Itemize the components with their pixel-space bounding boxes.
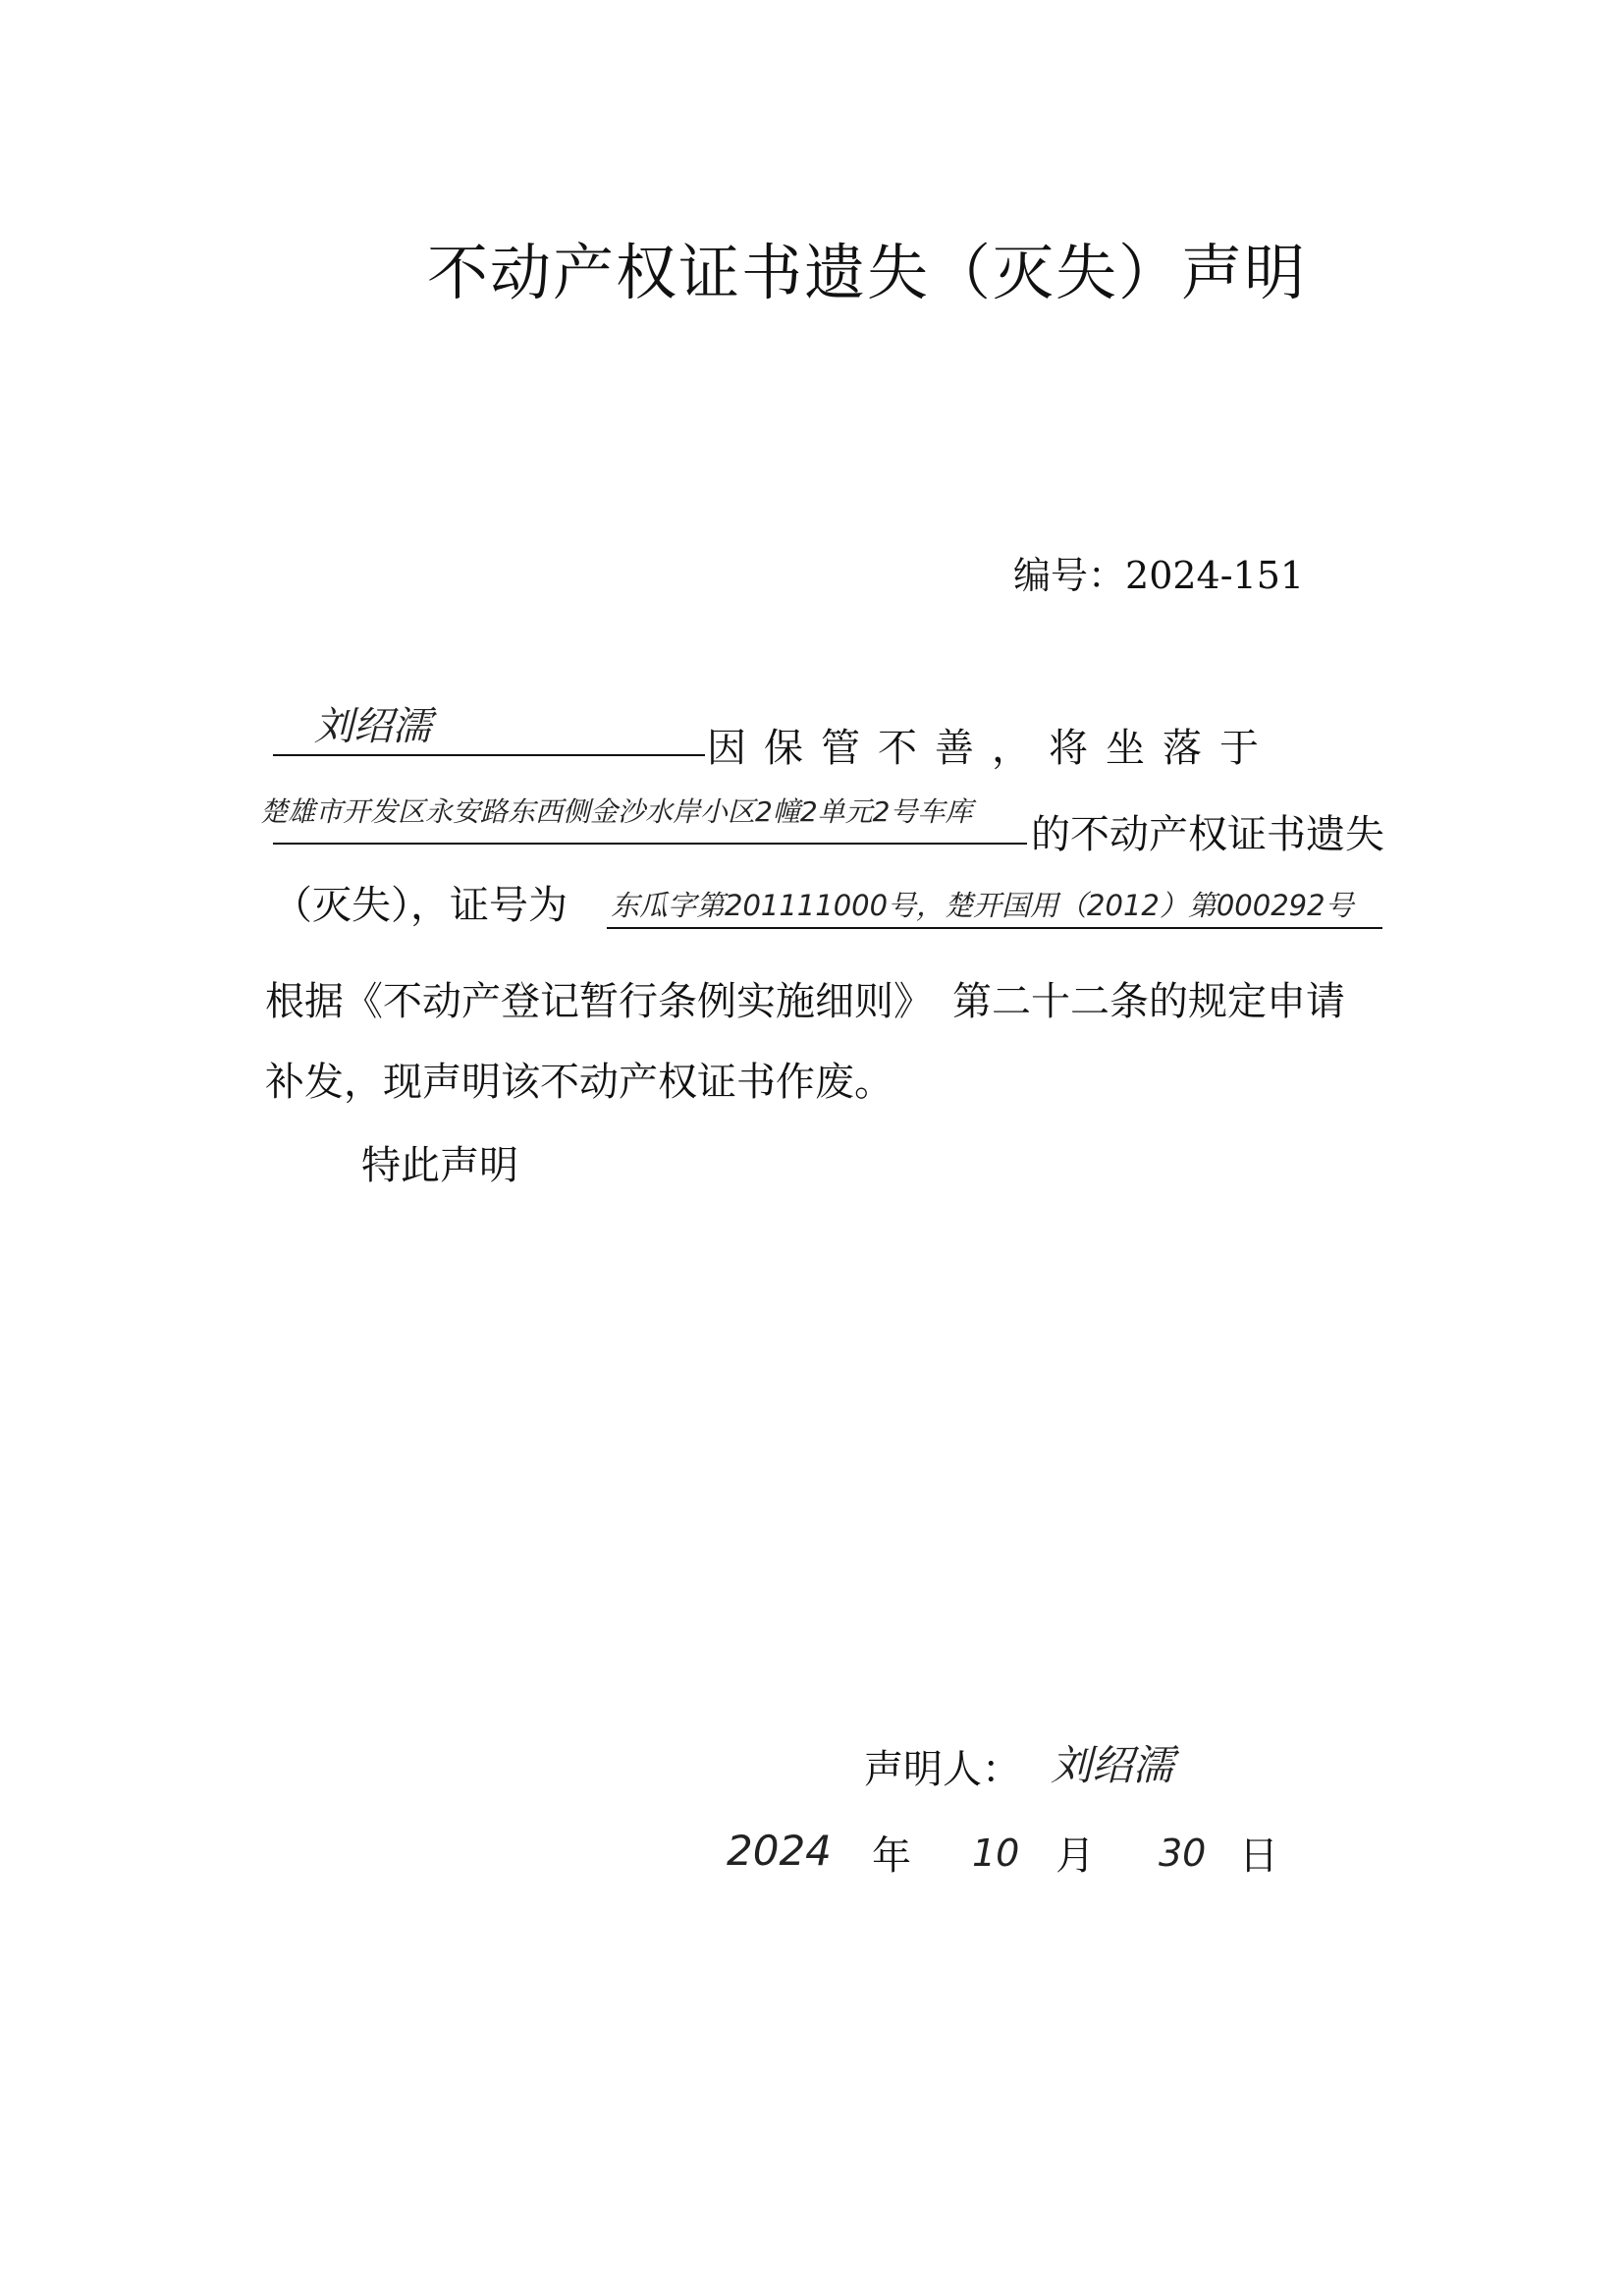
line2-text: 的不动产权证书遗失 bbox=[1031, 812, 1384, 857]
certificate-number-handwriting: 东瓜字第201111000号，楚开国用（2012）第000292号 bbox=[611, 889, 1354, 922]
date-day-handwriting: 30 bbox=[1159, 1831, 1207, 1875]
date-month-handwriting: 10 bbox=[972, 1831, 1020, 1875]
line3-prefix: （灭失），证号为 bbox=[273, 883, 568, 928]
certificate-underline bbox=[607, 927, 1382, 929]
address-handwriting: 楚雄市开发区永安路东西侧金沙水岸小区2幢2单元2号车库 bbox=[260, 795, 973, 828]
date-day-label: 日 bbox=[1239, 1833, 1278, 1879]
line1-text: 因保管不善，将坐落于 bbox=[707, 726, 1276, 771]
address-underline bbox=[273, 843, 1027, 845]
signer-handwriting: 刘绍濡 bbox=[1051, 1741, 1175, 1789]
document-title: 不动产权证书遗失（灭失）声明 bbox=[427, 237, 1308, 308]
document-number-label: 编号： bbox=[1013, 554, 1126, 597]
declarant-underline bbox=[273, 754, 705, 756]
line5-text: 补发，现声明该不动产权证书作废。 bbox=[265, 1060, 893, 1105]
date-month-label: 月 bbox=[1055, 1833, 1095, 1879]
document-number bbox=[1013, 545, 1304, 599]
document-number-value: 2024-151 bbox=[1125, 554, 1305, 597]
declarant-handwriting: 刘绍濡 bbox=[314, 704, 432, 749]
signer-label: 声明人： bbox=[864, 1747, 1021, 1792]
line4-text: 根据《不动产登记暂行条例实施细则》 第二十二条的规定申请 bbox=[265, 979, 1345, 1024]
special-declaration: 特此声明 bbox=[361, 1143, 518, 1188]
date-year-handwriting: 2024 bbox=[727, 1827, 832, 1875]
date-year-label: 年 bbox=[872, 1833, 911, 1879]
